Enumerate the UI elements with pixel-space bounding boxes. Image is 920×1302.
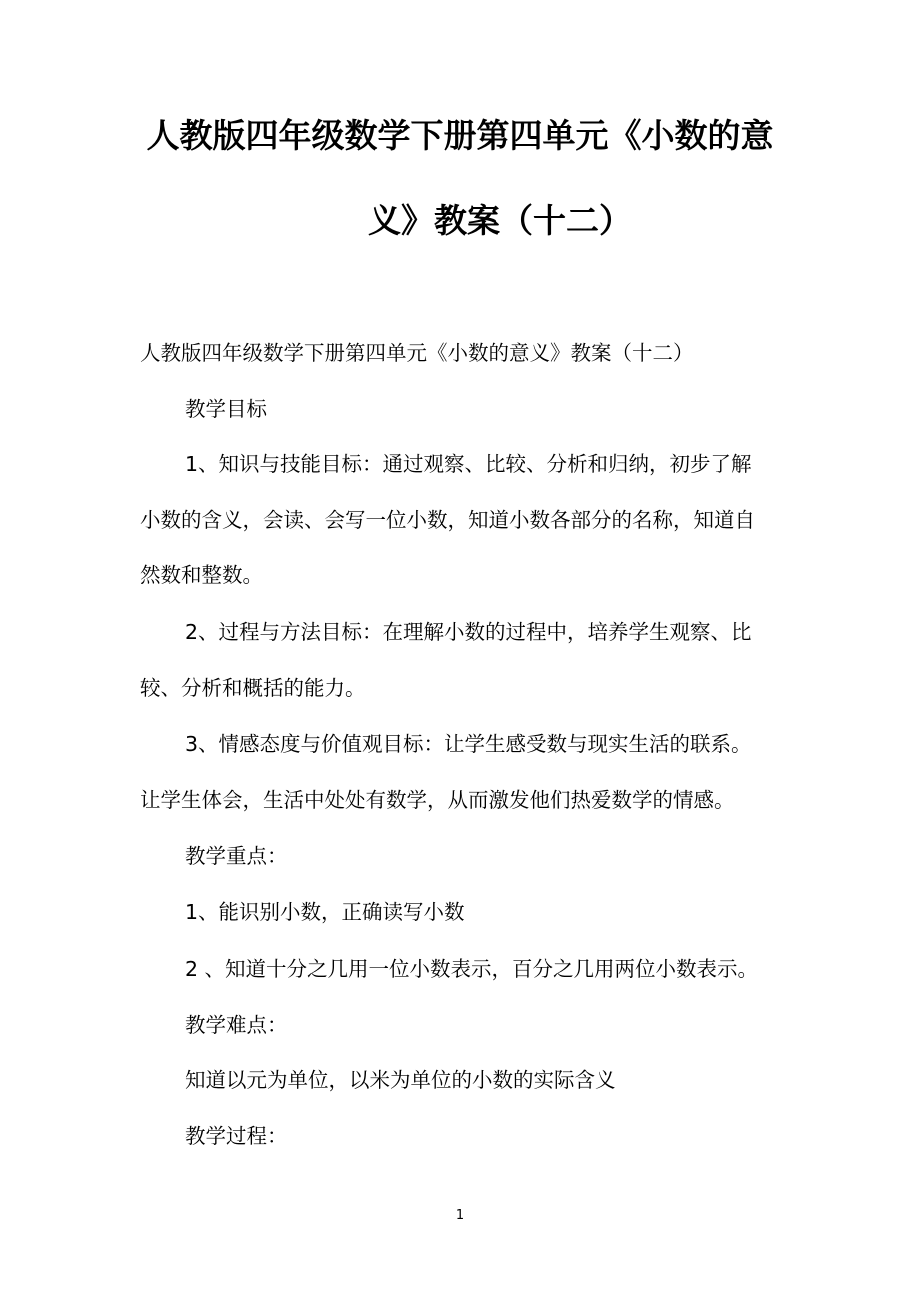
paragraph-line: 让学生体会，生活中处处有数学，从而激发他们热爱数学的情感。 bbox=[140, 788, 735, 812]
section-heading-key-points: 教学重点： bbox=[185, 844, 288, 868]
section-heading-difficulties: 教学难点： bbox=[185, 1013, 288, 1037]
paragraph-line: 较、分析和概括的能力。 bbox=[140, 676, 366, 700]
paragraph-heading: 人教版四年级数学下册第四单元《小数的意义》教案（十二） bbox=[140, 341, 694, 365]
paragraph-line: 1、知识与技能目标：通过观察、比较、分析和归纳，初步了解 bbox=[185, 452, 752, 476]
section-heading-objectives: 教学目标 bbox=[185, 397, 267, 421]
paragraph-line: 然数和整数。 bbox=[140, 563, 263, 587]
paragraph-line: 2、过程与方法目标：在理解小数的过程中，培养学生观察、比 bbox=[185, 620, 752, 644]
document-title-line-1: 人教版四年级数学下册第四单元《小数的意 bbox=[146, 116, 774, 155]
paragraph-line: 1、能识别小数，正确读写小数 bbox=[185, 900, 465, 924]
page-number: 1 bbox=[455, 1208, 465, 1223]
paragraph-line: 2 、知道十分之几用一位小数表示，百分之几用两位小数表示。 bbox=[185, 957, 759, 981]
paragraph-line: 3、情感态度与价值观目标：让学生感受数与现实生活的联系。 bbox=[185, 732, 752, 756]
document-title-line-2: 义》教案（十二） bbox=[368, 201, 632, 240]
section-heading-process: 教学过程： bbox=[185, 1124, 288, 1148]
paragraph-line: 知道以元为单位，以米为单位的小数的实际含义 bbox=[185, 1068, 616, 1092]
paragraph-line: 小数的含义，会读、会写一位小数，知道小数各部分的名称，知道自 bbox=[140, 508, 755, 532]
